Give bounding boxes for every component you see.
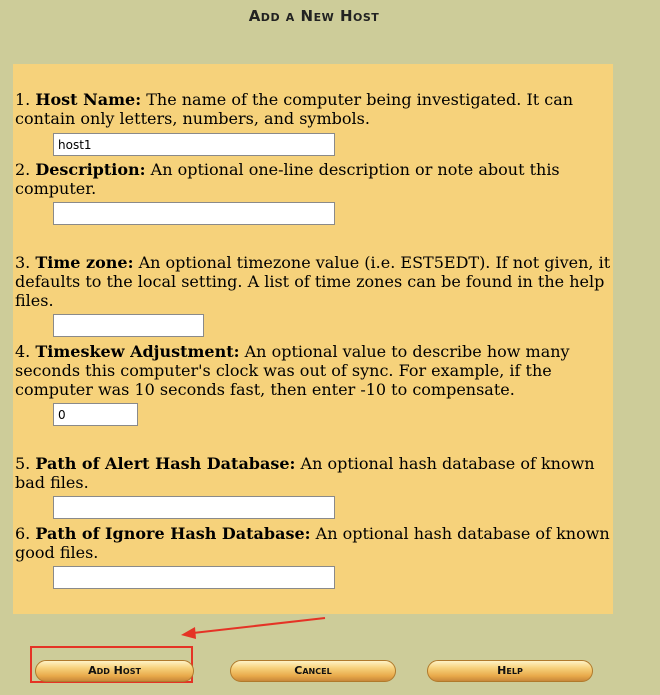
field-number: 4. (15, 342, 31, 361)
alert-hash-db-input[interactable] (53, 496, 335, 519)
timeskew-input[interactable] (53, 403, 138, 426)
form-panel (13, 64, 613, 614)
add-host-button[interactable]: Add Host (35, 660, 194, 682)
ignore-hash-db-input[interactable] (53, 566, 335, 589)
field-number: 1. (15, 90, 31, 109)
help-button[interactable]: Help (427, 660, 593, 682)
description-input[interactable] (53, 202, 335, 225)
host-name-input[interactable] (53, 133, 335, 156)
time-zone-input[interactable] (53, 314, 204, 337)
field-number: 3. (15, 253, 31, 272)
field-description: An optional hash database of known bad files. (15, 454, 595, 492)
field-alert-hash-db (15, 454, 613, 492)
field-label: Path of Alert Hash Database: (35, 454, 296, 473)
field-ignore-hash-db (15, 524, 613, 562)
field-description-row (15, 160, 613, 198)
field-label: Path of Ignore Hash Database: (35, 524, 311, 543)
field-label: Host Name: (35, 90, 142, 109)
field-time-zone (15, 253, 613, 310)
field-number: 5. (15, 454, 31, 473)
field-description: An optional hash database of known good files. (15, 524, 610, 562)
field-description: An optional value to describe how many seconds this computer's clock was out of sync. For example, if the computer was 10 seconds fast, then enter -10 to compensate. (15, 342, 570, 399)
field-timeskew (15, 342, 613, 399)
field-label: Time zone: (35, 253, 134, 272)
cancel-button[interactable]: Cancel (230, 660, 396, 682)
field-description: An optional one-line description or note about this computer. (15, 160, 560, 198)
field-description: An optional timezone value (i.e. EST5EDT). If not given, it defaults to the local setting. A list of time zones can be found in the help files. (15, 253, 611, 310)
field-description: The name of the computer being investigated. It can contain only letters, numbers, and symbols. (15, 90, 574, 128)
field-number: 2. (15, 160, 31, 179)
field-number: 6. (15, 524, 31, 543)
field-label: Description: (35, 160, 146, 179)
field-host-name (15, 90, 613, 128)
page-title: Add a New Host (248, 7, 380, 25)
field-label: Timeskew Adjustment: (35, 342, 240, 361)
